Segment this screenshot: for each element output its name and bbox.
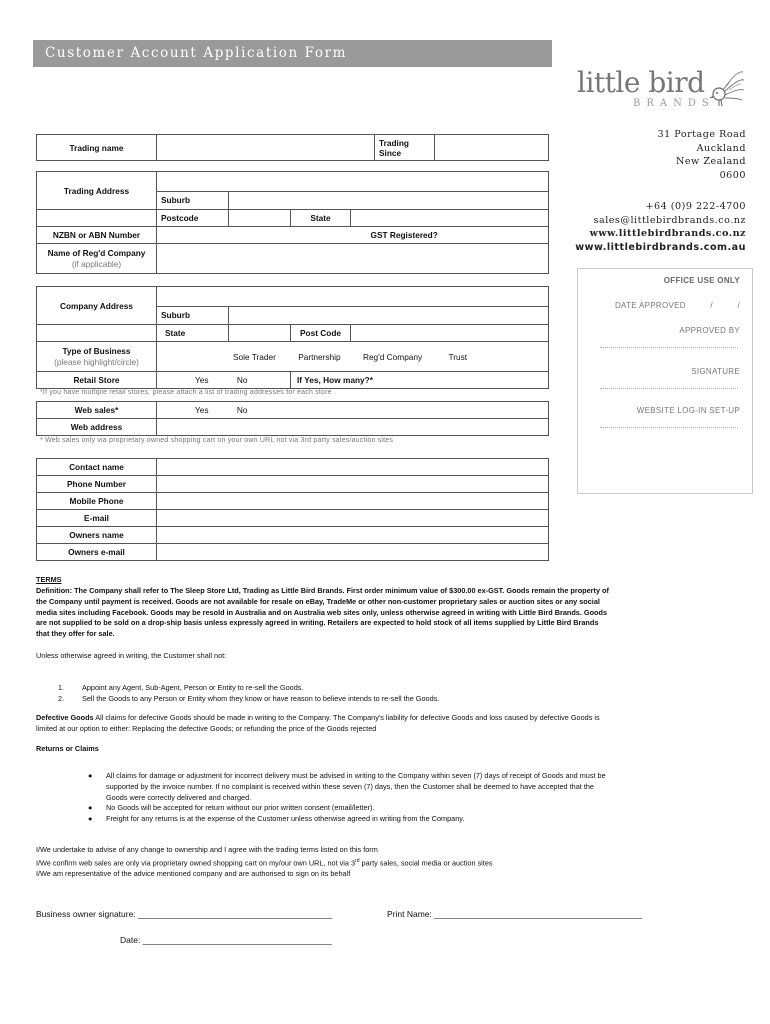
print-name-field[interactable]: Print Name: ____________________________________________: [387, 909, 643, 919]
logo-sub: BRANDS: [633, 98, 715, 109]
owners-email-label: Owners e-mail: [37, 544, 157, 561]
street: 31 Portage Road: [657, 129, 746, 140]
defective-text: All claims for defective Goods should be made in writing to the Company. The Company's liability for defective Goods and loss caused by defective Goods is limited at our option to either: Replacing the defective Goods; or refunding the price of the Goods rejected: [36, 713, 600, 733]
regd-company-label: [37, 244, 157, 274]
declarations: [36, 845, 611, 880]
office-title: OFFICE USE ONLY: [663, 276, 740, 285]
website-login-line: [600, 427, 738, 428]
address-table: [36, 171, 549, 274]
web-note: * Web sales only via proprietary owned shopping cart on your own URL not via 3rd party sales/auction sites: [40, 437, 394, 444]
owners-name-label: Owners name: [37, 527, 157, 544]
company-address-field[interactable]: [157, 287, 549, 307]
retail-yes-option[interactable]: Yes: [195, 375, 209, 385]
business-type-options: [157, 342, 549, 372]
retail-store-label: Retail Store: [37, 372, 157, 389]
phone-number-field[interactable]: [157, 476, 549, 493]
confirm-text: I/We confirm web sales are only via proprietary owned shopping cart on my/our own URL, not via 3rd party sales, social media or auction sites: [36, 857, 493, 868]
post-code-label: Post Code: [291, 325, 351, 342]
date-approved-label: [615, 301, 740, 310]
how-many-label: If Yes, How many?*: [291, 372, 549, 389]
terms-heading: TERMS: [36, 575, 62, 584]
retail-note: *If you have multiple retail stores, please attach a list of trading addresses for each store: [40, 389, 332, 396]
phone: +64 (0)9 222-4700: [645, 201, 746, 212]
approved-by-line: [600, 347, 738, 348]
city: Auckland: [696, 142, 746, 154]
web-sales-label: Web sales*: [37, 402, 157, 419]
approved-by-label: APPROVED BY: [679, 326, 740, 335]
undertake-text: I/We undertake to advise of any change to ownership and I agree with the trading terms listed on this form: [36, 845, 378, 854]
returns-heading: Returns or Claims: [36, 744, 99, 753]
company-state-field[interactable]: [229, 325, 291, 342]
trading-name-field[interactable]: [157, 135, 375, 161]
trading-since-label: Trading Since: [375, 135, 435, 161]
logo: [577, 66, 747, 116]
highlight-text: (please highlight/circle): [54, 356, 139, 367]
owners-name-field[interactable]: [157, 527, 549, 544]
web-address-field[interactable]: [157, 419, 549, 436]
web-table: [36, 401, 549, 436]
state-field[interactable]: [351, 210, 549, 227]
company-address-label: Company Address: [37, 287, 157, 325]
owners-email-field[interactable]: [157, 544, 549, 561]
email-label: E-mail: [37, 510, 157, 527]
bird-icon: [707, 66, 745, 112]
website-nz-link[interactable]: www.littlebirdbrands.co.nz: [589, 228, 746, 239]
company-address: [546, 128, 746, 254]
company-table: [36, 286, 549, 389]
company-state-label: State: [157, 325, 229, 342]
trading-table: [36, 134, 549, 161]
list-item: ● No Goods will be accepted for return without our prior written consent (email/letter).: [88, 803, 375, 813]
mobile-phone-field[interactable]: [157, 493, 549, 510]
owner-signature-field[interactable]: Business owner signature: _________________________________________: [36, 909, 332, 919]
trust-option[interactable]: Trust: [448, 351, 468, 362]
defective-label: Defective Goods: [36, 713, 94, 722]
signature-label: SIGNATURE: [691, 367, 740, 376]
list-item: ● Freight for any returns is at the expense of the Customer unless otherwise agreed in writing from the Company.: [88, 814, 465, 824]
contact-table: [36, 458, 549, 561]
website-login-label: WEBSITE LOG-IN SET-UP: [636, 406, 740, 415]
type-business-text: Type of Business: [62, 345, 131, 356]
contact-name-label: Contact name: [37, 459, 157, 476]
terms-list: [58, 682, 439, 704]
date-separator: /: [710, 301, 713, 310]
postcode-label: Postcode: [157, 210, 229, 227]
sole-trader-option[interactable]: Sole Trader: [233, 351, 276, 362]
suburb-label: Suburb: [157, 191, 229, 209]
web-yes-no: [157, 402, 549, 419]
mobile-phone-label: Mobile Phone: [37, 493, 157, 510]
if-applicable-text: (if applicable): [71, 258, 122, 269]
date-separator: /: [737, 301, 740, 310]
web-address-label: Web address: [37, 419, 157, 436]
regd-company-option[interactable]: Reg'd Company: [362, 351, 423, 362]
nzbn-field[interactable]: [157, 227, 291, 244]
post-code-field[interactable]: [351, 325, 549, 342]
defective-goods: [36, 713, 611, 735]
trading-since-field[interactable]: [435, 135, 549, 161]
logo-name: little bird: [577, 66, 705, 99]
nzbn-label: NZBN or ABN Number: [37, 227, 157, 244]
gst-label: GST Registered?: [291, 227, 549, 244]
returns-list: [88, 771, 608, 825]
postcode: 0600: [719, 169, 746, 181]
website-au-link[interactable]: www.littlebirdbrands.com.au: [575, 241, 746, 253]
trading-name-label: Trading name: [37, 135, 157, 161]
list-item: 2. Sell the Goods to any Person or Entity whom they know or have reason to believe intends to re-sell the Goods.: [58, 694, 440, 703]
trading-address-label: Trading Address: [37, 172, 157, 210]
contact-name-field[interactable]: [157, 459, 549, 476]
representative-text: I/We am representative of the advice mentioned company and are authorised to sign on its behalf: [36, 869, 351, 879]
state-label: State: [291, 210, 351, 227]
email-field[interactable]: [157, 510, 549, 527]
form-title: Customer Account Application Form: [33, 40, 552, 67]
partnership-option[interactable]: Partnership: [298, 351, 341, 362]
retail-no-option[interactable]: No: [236, 375, 248, 385]
regd-company-field[interactable]: [157, 244, 549, 274]
office-use-box: [577, 268, 753, 494]
web-yes-option[interactable]: Yes: [195, 405, 209, 415]
type-business-label: [37, 342, 157, 372]
email-link[interactable]: sales@littlebirdbrands.co.nz: [593, 214, 746, 226]
trading-address-field[interactable]: [157, 172, 549, 192]
regd-company-text: Name of Reg'd Company: [47, 247, 146, 258]
retail-yes-no: [157, 372, 291, 389]
postcode-field[interactable]: [229, 210, 291, 227]
country: New Zealand: [675, 156, 746, 167]
signature-line: [600, 388, 738, 389]
list-item: ● All claims for damage or adjustment for incorrect delivery must be advised in writing to the Company within seven (7) days of receipt of Goods and must be supported by the invoice number. If no complaint is received within these seven (7) days, then the Customer shall be deemed to have accepted that the Goods were correctly delivered and charged.: [88, 771, 606, 802]
terms-definition: Definition: The Company shall refer to The Sleep Store Ltd, Trading as Little Bird Brands. First order minimum value of $300.00 ex-GST. Goods remain the property of the Company until payment is received. Goods are not available for resale on eBay, TradeMe or other non-customer proprietary sales or auction sites or any social media sites including Facebook. Goods may be resold in Australia and on Australia web sites only, unless otherwise agreed in writing with Little Bird Brands. Goods are not supplied to be sold on a drop-ship basis unless expressly agreed in writing. Retailers are expected to hold stock of all items supplied by Little Bird Brands that they offer for sale.: [36, 586, 609, 639]
list-item: 1. Appoint any Agent, Sub-Agent, Person or Entity to re-sell the Goods.: [58, 683, 304, 692]
company-suburb-field[interactable]: [229, 306, 549, 324]
date-field[interactable]: Date: ________________________________________: [120, 935, 332, 945]
address-spacer: [37, 210, 157, 227]
company-spacer: [37, 325, 157, 342]
suburb-field[interactable]: [229, 191, 549, 209]
web-no-option[interactable]: No: [236, 405, 248, 415]
date-approved-text: DATE APPROVED: [614, 301, 686, 310]
company-suburb-label: Suburb: [157, 306, 229, 324]
terms-unless: Unless otherwise agreed in writing, the Customer shall not:: [36, 651, 227, 660]
phone-number-label: Phone Number: [37, 476, 157, 493]
